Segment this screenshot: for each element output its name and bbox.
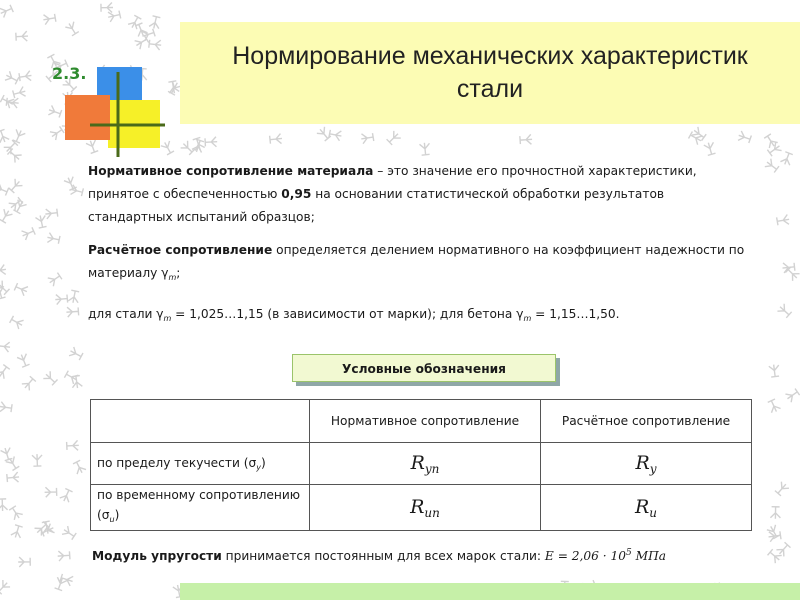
table-header-row [91,400,752,443]
pattern-glyph [16,31,29,42]
pattern-glyph [43,13,57,25]
modulus-formula [545,549,666,563]
symbol-ryn [310,443,541,485]
pattern-glyph [0,264,7,276]
symbol-sub: yn [424,461,440,476]
pattern-glyph [777,303,793,318]
table-row [91,443,752,485]
pattern-glyph [776,214,790,226]
symbol-ru [541,485,752,531]
pattern-glyph [0,579,11,595]
pattern-glyph [4,71,19,85]
pattern-glyph [7,148,23,163]
row-label-sub: y [256,462,261,472]
pattern-glyph [329,129,343,141]
pattern-glyph [763,133,778,149]
gamma-concrete-symbol: γ [516,307,524,321]
pattern-glyph [520,134,533,145]
pattern-glyph [360,132,373,144]
pattern-glyph [704,141,717,155]
term-normative-resistance: Нормативное сопротивление материала [88,164,374,178]
title-line-1: Нормирование механических характеристик [232,42,748,70]
pattern-glyph [107,10,121,22]
pattern-glyph [0,4,14,18]
pattern-glyph [101,2,113,12]
pattern-glyph [0,364,11,380]
formula-base: E = 2,06 · 10 [544,549,627,564]
p3-text-c: = 1,15…1,50. [531,307,620,321]
pattern-glyph [688,131,703,146]
pattern-glyph [68,290,80,304]
pattern-glyph [767,399,781,414]
gamma-steel-subscript: m [163,314,172,323]
symbol-base: R [634,495,650,518]
pattern-glyph [19,71,32,83]
elastic-modulus-note [92,543,782,566]
table-row [91,485,752,531]
pattern-glyph [0,402,12,414]
probability-value: 0,95 [281,187,312,201]
symbol-base: R [410,451,425,474]
pattern-glyph [72,460,86,475]
pattern-glyph [47,272,63,287]
header-design: Расчётное сопротивление [541,400,752,443]
row-label-sub: u [109,515,115,524]
pattern-glyph [21,226,36,240]
formula-exponent: 5 [626,548,632,558]
pattern-glyph [0,499,8,511]
pattern-glyph [43,371,59,386]
gamma-subscript: m [168,273,177,282]
bottom-accent-bar [180,583,800,600]
pattern-glyph [0,208,13,223]
pattern-glyph [21,376,36,392]
pattern-glyph [419,142,430,155]
pattern-glyph [46,232,60,244]
pattern-glyph [149,39,162,50]
pattern-glyph [57,550,70,561]
p2-end: ; [176,266,181,280]
pattern-glyph [65,21,80,36]
p2-text: определяется делением нормативного на коэффициент надежности по материалу [88,243,745,280]
pattern-glyph [8,505,23,521]
symbol-base: R [635,451,650,474]
pattern-glyph [8,178,23,194]
term-design-resistance: Расчётное сопротивление [88,243,273,257]
pattern-glyph [59,488,73,503]
pattern-glyph [785,388,800,403]
pattern-glyph [11,525,24,539]
footer-text: принимается постоянным для всех марок стали: [221,549,545,564]
gamma-steel-symbol: γ [156,307,164,321]
p3-text-b: = 1,025…1,15 (в зависимости от марки); для бетона [171,307,517,321]
gamma-symbol: γ [161,266,169,280]
pattern-glyph [780,151,794,166]
p3-text-a: для стали [88,307,157,321]
p1-text-b: на основании статистической обработки результатов стандартных испытаний образцов; [88,187,665,224]
pattern-glyph [764,158,780,173]
row-label-end: ) [114,508,120,522]
pattern-glyph [67,440,80,451]
pattern-glyph [149,16,161,30]
term-elastic-modulus: Модуль упругости [92,549,222,564]
pattern-glyph [66,306,79,317]
section-number: 2.3. [52,64,87,83]
pattern-glyph [17,353,31,368]
pattern-glyph [774,481,789,497]
pattern-glyph [767,142,783,157]
pattern-glyph [18,557,30,567]
row-label-text: по пределу текучести (σ [97,455,257,470]
symbol-sub: y [649,461,657,476]
symbol-ry [541,443,752,485]
pattern-glyph [14,282,29,296]
row-label-yield [91,443,310,485]
symbol-sub: u [649,505,658,520]
pattern-glyph [44,487,56,497]
legend-button[interactable]: Условные обозначения [292,354,556,382]
resistance-table [90,399,752,531]
row-label-end: ) [260,455,266,470]
pattern-glyph [35,214,47,228]
header-empty [91,400,310,443]
pattern-glyph [45,208,58,219]
header-normative: Нормативное сопротивление [310,400,541,443]
pattern-glyph [770,507,780,519]
gamma-concrete-subscript: m [523,314,532,323]
p1-text-a: – это значение его прочностной характеристики, принятое с обеспеченностью [88,164,697,201]
pattern-glyph [55,294,68,305]
pattern-glyph [0,129,10,144]
pattern-glyph [0,183,9,197]
title-line-2: стали [456,75,524,103]
pattern-glyph [205,137,218,148]
pattern-glyph [61,525,77,540]
pattern-glyph [9,315,24,330]
row-label-text: по временному сопротивлению (σ [97,488,301,522]
paragraph-design [88,239,748,289]
pattern-glyph [0,341,11,352]
paragraph-normative [88,160,748,229]
pattern-glyph [0,280,10,295]
main-text [88,160,748,340]
pattern-glyph [68,346,83,360]
row-label-ultimate [91,485,310,531]
pattern-glyph [32,454,42,466]
pattern-glyph [0,447,13,461]
pattern-glyph [12,86,26,99]
pattern-glyph [386,130,402,146]
pattern-glyph [769,364,780,377]
symbol-run [310,485,541,531]
pattern-glyph [270,134,283,145]
pattern-glyph [180,140,196,156]
pattern-glyph [7,472,20,483]
pattern-glyph [0,94,15,108]
pattern-glyph [737,131,752,144]
page-title [180,40,800,106]
paragraph-coefficients [88,303,748,330]
symbol-base: R [410,495,425,518]
pattern-glyph [782,262,795,273]
symbol-sub: un [424,505,440,520]
formula-unit: МПа [631,549,667,564]
